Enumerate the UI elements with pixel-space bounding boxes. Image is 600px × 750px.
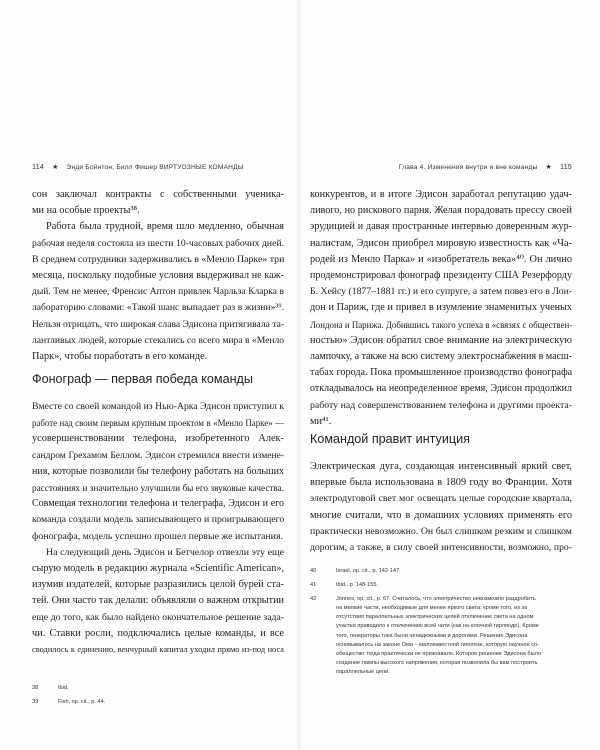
text-line: Работа была трудной, время шло медленно, обычная (46, 221, 284, 233)
right-page-number: 115 (559, 162, 572, 171)
text-line: сон заключал контракты с собственными ученика- (32, 189, 284, 200)
text-line: рабочая неделя состояла из шести 10-часовых рабочих дней. (32, 237, 284, 249)
left-page (32, 0, 284, 750)
text-line: многие считали, что в домашних условиях применять его (310, 509, 572, 521)
footnote-text: обещество тогда практически не признавало. Которое решение Эдисона было (336, 650, 542, 657)
text-line: еще до того, как было найдено окончательное решение зада- (32, 611, 284, 623)
footnote-number: 39 (32, 699, 39, 706)
footnote-text: основывалось на законе Ома – малоизвестной гипотезе, которую научное со- (336, 641, 540, 648)
text-line: Б. Хейсу (1877–1881 гг.) и его супруге, а затем повез его в Лон- (310, 286, 572, 298)
footnote-text: параллельные цепи. (336, 668, 390, 675)
footnote-number: 42 (310, 596, 317, 603)
text-line: ния, которые позволили бы телефону работать на больших (32, 465, 284, 477)
footnote (32, 698, 284, 707)
footnote-text: того, генераторы тока были ненадежными и дорогими. Решение Эдисона (336, 632, 528, 639)
text-line: откладывалось на неопределенное время, Эдисон продолжил (310, 383, 572, 395)
text-line: усовершенствовании телефона, изобретенного Алек- (32, 433, 284, 445)
text-line: Лондона и Парижа. Добившись такого успеха в «связях с обществен- (310, 319, 573, 330)
text-line: дый. Тем не менее, Френсис Аптон привлек Чарльза Кларка в (32, 287, 284, 298)
text-line: Электрическая дуга, создающая интенсивный яркий свет, (310, 461, 572, 472)
text-line: месяца, поскольку подобные условия выдерживал не каж- (32, 270, 284, 282)
left-footnotes (32, 684, 284, 707)
text-line: ми на особые проекты³⁸. (32, 205, 140, 217)
footnote (32, 684, 284, 693)
text-line: ми⁴¹. (310, 415, 332, 427)
text-line: Нельзя отрицать, что широкая слава Эдисона притягивала та- (32, 318, 285, 330)
right-footnotes (310, 567, 572, 677)
right-paragraph-1 (310, 187, 572, 430)
footnote-number: 38 (32, 685, 39, 691)
star-icon: ★ (545, 164, 552, 171)
footnote-text: создание лампы высокого напряжения, которая позволила бы вам построить (336, 659, 538, 666)
text-line: Парк», чтобы поработать в его команде. (32, 351, 208, 363)
footnote-text: отсутствия параллельных электрических цепей отключение света на одном (336, 614, 534, 621)
text-line: продемонстрировал фонограф президенту США Резерфорду (310, 270, 572, 282)
text-line: изумив издателей, которые разразились целой бурей ста- (32, 579, 284, 591)
right-page (310, 0, 572, 750)
text-line: налистам, Эдисон приобрел мировую известность как «Ча- (310, 237, 572, 249)
text-line: сводилось к единению, венчурный капитал уходил прямо из-под носа (32, 645, 284, 655)
footnote-text: Ibid., p. 148-155. (336, 582, 378, 589)
section-heading-intuition: Командой правит интуиция (310, 432, 470, 446)
footnote-text: на мелкие части, необходимые для менее яркого света; кроме того, из за (336, 605, 528, 612)
text-line: Совмещая технологии телефона и телеграфа, Эдисон и его (32, 498, 284, 510)
footnote-text: Jonnes, op. cit., p. 67. Считалось, что электричество невозможно раздробить (336, 596, 536, 603)
footnote (310, 595, 572, 677)
footnote-text: Israel, op. cit., p. 142-147. (336, 568, 401, 574)
text-line: впервые была использована в 1809 году во Франции. Хотя (310, 477, 572, 489)
text-line: дорогим, а также, в силу своей интенсивности, возможно, про- (310, 542, 572, 554)
left-paragraph-1 (32, 187, 284, 365)
left-header-title: Энди Бойнтон, Билл Фишер ВИРТУОЗНЫЕ КОМАНДЫ (66, 164, 244, 171)
text-line: На следующий день Эдисон и Бетчелор отвезли эту еще (46, 546, 284, 558)
text-line: В среднем сотрудники задерживались в «Менло Парке» три (32, 253, 285, 265)
text-line: конкурентов, и в итоге Эдисон заработал репутацию удач- (310, 189, 572, 200)
footnote (310, 581, 572, 590)
text-line: работу над совершенствованием телефона и другими проекта- (310, 399, 572, 411)
footnote (310, 567, 572, 576)
text-line: табах города. Пока промышленное производство фонографа (310, 367, 573, 379)
footnote-text: Fish, op. cit., p. 44. (58, 699, 106, 706)
text-line: дон и Париж, где и привел в изумление знаменитых ученых (310, 302, 572, 314)
right-paragraph-2 (310, 459, 572, 556)
text-line: лампочку, а также на всю систему электроснабжения в масш- (310, 351, 572, 363)
text-line: практически невозможно. Он был слишком резким и слишком (310, 525, 572, 537)
text-line: тей. Они часто так делали: объявляли о важном открытии (32, 595, 284, 607)
footnote-text: Ibid. (58, 685, 69, 691)
footnote-number: 40 (310, 568, 317, 574)
text-line: ливого, но рискового парня. Желая порадовать прессу своей (310, 205, 572, 217)
left-page-number: 114 (32, 162, 45, 171)
footnote-text: участке приводило к отключению всей нити (как на елочной гирлянде). Кроме (336, 623, 539, 630)
text-line: фонографа, модель успешно прошел первые же испытания. (32, 530, 283, 542)
star-icon: ★ (52, 164, 59, 171)
text-line: родей из Менло Парка» и «изобретатель века»⁴⁰. Он лично (310, 253, 572, 265)
text-line: эрудицией и давая пространные интервью доверенным жур- (310, 221, 572, 233)
right-header-title: Глава 4. Изменения внутри и вне команды (398, 164, 538, 171)
right-running-head (310, 162, 572, 171)
book-gutter (296, 0, 302, 750)
text-line: чи. Ставки росли, подключались целые команды, и все (32, 627, 284, 639)
text-line: Вместе со своей командой из Нью-Арка Эдисон приступил к (32, 401, 284, 412)
text-line: сандром Грехамом Беллом. Эдисон стремился внести измене- (32, 450, 284, 461)
footnote-number: 41 (310, 582, 317, 589)
text-line: расстояниях и значительно улучшили бы его звуковые качества. (32, 483, 284, 494)
left-running-head (32, 162, 284, 171)
text-line: ностью» Эдисон обратил свое внимание на электрическую (310, 334, 572, 346)
text-line: сырую модель в редакцию журнала «Scientific American», (32, 563, 284, 575)
text-line: команда создали модель записывающего и проигрывающего (32, 514, 285, 526)
text-line: работе над своим первым крупным проектом в «Менло Парке» — (32, 418, 284, 429)
left-paragraph-3 (32, 399, 284, 658)
text-line: электродуговой свет мог освещать целые городские квартала, (310, 493, 572, 505)
section-heading-phonograph: Фонограф — первая победа команды (32, 372, 253, 386)
text-line: лабораторию словами: «Такой шанс выпадает раз в жизни»³⁹. (32, 302, 284, 314)
text-line: лантливых людей, которые стекались со всего мира в «Менло (32, 334, 285, 346)
